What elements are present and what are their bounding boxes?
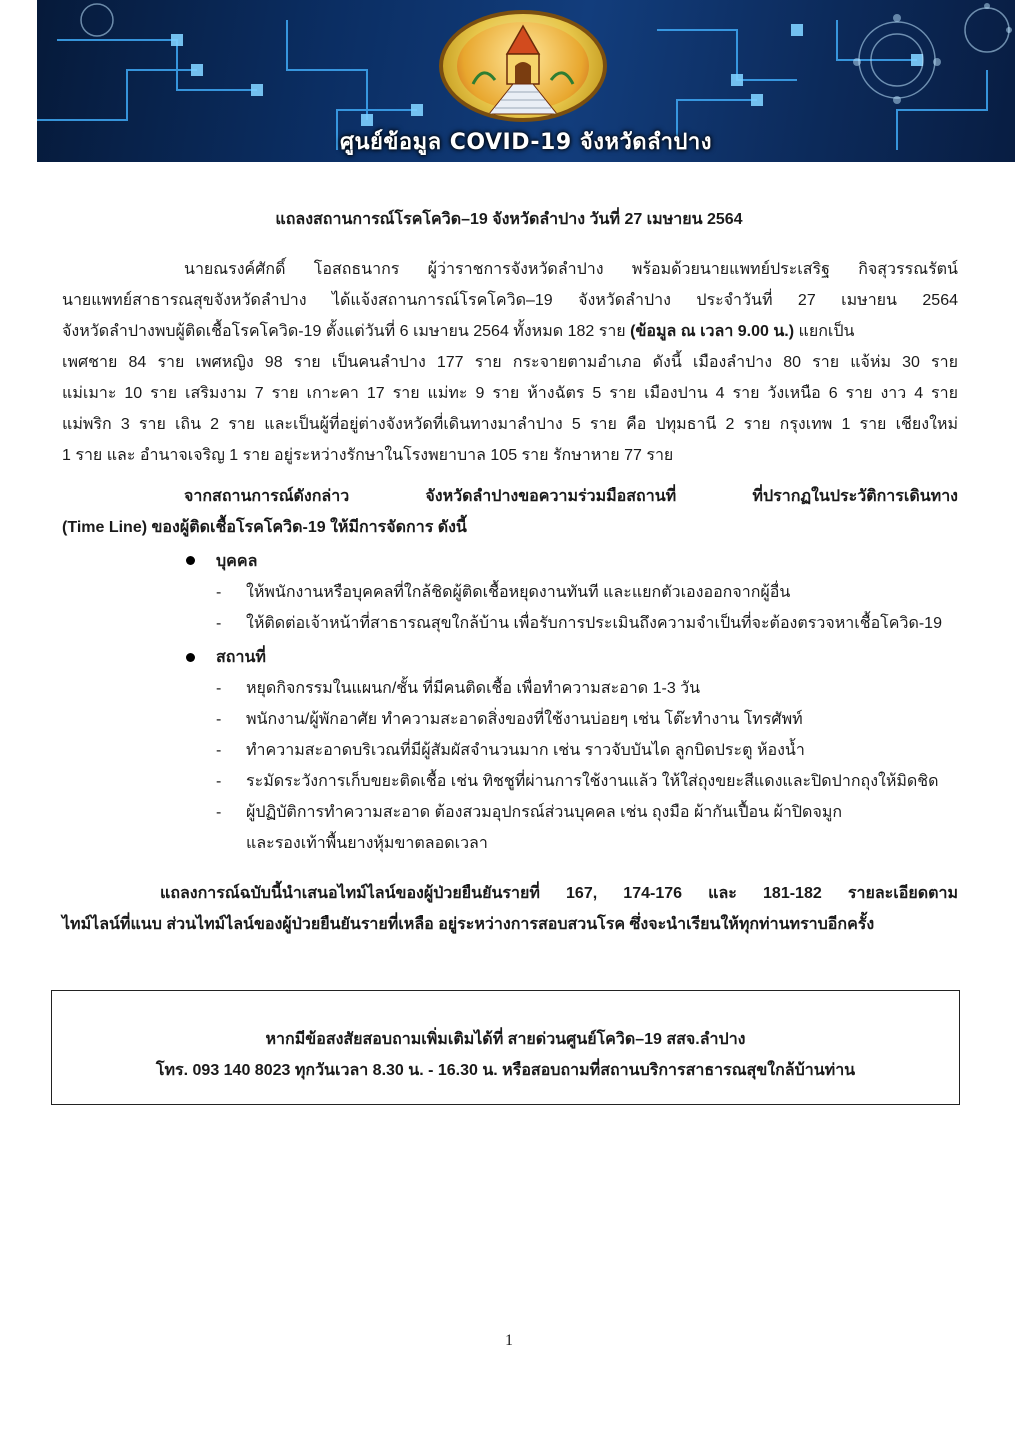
lampang-province-seal-icon <box>439 10 607 122</box>
document-title: แถลงสถานการณ์โรคโควิด–19 จังหวัดลำปาง วันที่ 27 เมษายน 2564 <box>275 211 743 228</box>
paragraph1-line2: นายแพทย์สาธารณสุขจังหวัดลำปาง ได้แจ้งสถานการณ์โรคโควิด–19 จังหวัดลำปาง ประจำวันที่ 27 เมษายน 2564 <box>62 292 958 309</box>
paragraph1-line6: แม่พริก 3 ราย เถิน 2 ราย และเป็นผู้ที่อยู่ต่างจังหวัดที่เดินทางมาลำปาง 5 ราย คือ ปทุมธานี 2 ราย กรุงเทพ 1 ราย เชียงใหม่ <box>62 416 958 433</box>
data-timestamp: (ข้อมูล ณ เวลา 9.00 น.) <box>630 323 795 340</box>
paragraph1-line1: นายณรงค์ศักดิ์ โอสถธนากร ผู้ว่าราชการจังหวัดลำปาง พร้อมด้วยนายแพทย์ประเสริฐ กิจสุวรรณรัตน์ <box>184 261 958 278</box>
list-item: พนักงาน/ผู้พักอาศัย ทำความสะอาดสิ่งของที่ใช้งานบ่อยๆ เช่น โต๊ะทำงาน โทรศัพท์ <box>246 711 803 728</box>
paragraph1-line4: เพศชาย 84 ราย เพศหญิง 98 ราย เป็นคนลำปาง 177 ราย กระจายตามอำเภอ ดังนี้ เมืองลำปาง 80 ราย แจ้ห่ม 30 ราย <box>62 354 958 371</box>
dash-marker: - <box>216 742 222 759</box>
header-banner <box>37 0 1015 162</box>
list-item: ทำความสะอาดบริเวณที่มีผู้สัมผัสจำนวนมาก เช่น ราวจับบันได ลูกบิดประตู ห้องน้ำ <box>246 742 805 759</box>
paragraph2-line2: (Time Line) ของผู้ติดเชื้อโรคโควิด-19 ให้มีการจัดการ ดังนี้ <box>62 519 467 536</box>
paragraph1-line5: แม่เมาะ 10 ราย เสริมงาม 7 ราย เกาะคา 17 ราย แม่ทะ 9 ราย ห้างฉัตร 5 ราย เมืองปาน 4 ราย วังเหนือ 6 ราย งาว 4 ราย <box>62 385 958 402</box>
dash-marker: - <box>216 680 222 697</box>
dash-marker: - <box>216 584 222 601</box>
dash-marker: - <box>216 711 222 728</box>
notice-hotline-line: โทร. 093 140 8023 ทุกวันเวลา 8.30 น. - 16.30 น. หรือสอบถามที่สถานบริการสาธารณสุขใกล้บ้านท่าน <box>155 1062 856 1079</box>
bullet-dot-icon <box>186 653 195 662</box>
list-item: ผู้ปฏิบัติการทำความสะอาด ต้องสวมอุปกรณ์ส่วนบุคคล เช่น ถุงมือ ผ้ากันเปื้อน ผ้าปิดจมูก <box>246 804 843 821</box>
paragraph2-line1: จากสถานการณ์ดังกล่าว จังหวัดลำปางขอความร่วมมือสถานที่ ที่ปรากฏในประวัติการเดินทาง <box>184 488 958 505</box>
dash-marker: - <box>216 615 222 632</box>
list-item: ระมัดระวังการเก็บขยะติดเชื้อ เช่น ทิชชูที่ผ่านการใช้งานแล้ว ให้ใส่ถุงขยะสีแดงและปิดปากถุงให้มิดชิด <box>246 773 939 790</box>
list-item-continuation: และรองเท้าพื้นยางหุ้มขาตลอดเวลา <box>246 835 488 852</box>
case-total-text: จังหวัดลำปางพบผู้ติดเชื้อโรคโควิด-19 ตั้งแต่วันที่ 6 เมษายน 2564 ทั้งหมด 182 ราย <box>62 323 626 340</box>
paragraph1-line7: 1 ราย และ อำนาจเจริญ 1 ราย อยู่ระหว่างรักษาในโรงพยาบาล 105 ราย รักษาหาย 77 ราย <box>62 447 674 464</box>
paragraph1-line3 <box>62 322 958 342</box>
contact-notice-box <box>51 990 960 1105</box>
section-heading-persons: บุคคล <box>216 553 258 570</box>
paragraph3-line1: แถลงการณ์ฉบับนี้นำเสนอไทม์ไลน์ของผู้ป่วยยืนยันรายที่ 167, 174-176 และ 181-182 รายละเอียดตาม <box>160 885 958 902</box>
section-heading-places: สถานที่ <box>216 649 266 666</box>
page-number: 1 <box>505 1332 513 1349</box>
list-item: หยุดกิจกรรมในแผนก/ชั้น ที่มีคนติดเชื้อ เพื่อทำความสะอาด 1-3 วัน <box>246 680 701 697</box>
banner-title: ศูนย์ข้อมูล COVID-19 จังหวัดลำปาง <box>339 130 712 155</box>
bullet-dot-icon <box>186 556 195 565</box>
dash-marker: - <box>216 773 222 790</box>
notice-line1: หากมีข้อสงสัยสอบถามเพิ่มเติมได้ที่ สายด่วนศูนย์โควิด–19 สสจ.ลำปาง <box>265 1031 746 1048</box>
dash-marker: - <box>216 804 222 821</box>
list-item: ให้พนักงานหรือบุคคลที่ใกล้ชิดผู้ติดเชื้อหยุดงานทันที และแยกตัวเองออกจากผู้อื่น <box>246 584 791 601</box>
paragraph1-line3-end: แยกเป็น <box>798 323 855 340</box>
list-item: ให้ติดต่อเจ้าหน้าที่สาธารณสุขใกล้บ้าน เพื่อรับการประเมินถึงความจำเป็นที่จะต้องตรวจหาเชื้อโควิด-19 <box>246 615 942 632</box>
paragraph3-line2: ไทม์ไลน์ที่แนบ ส่วนไทม์ไลน์ของผู้ป่วยยืนยันรายที่เหลือ อยู่ระหว่างการสอบสวนโรค ซึ่งจะนำเรียนให้ทุกท่านทราบอีกครั้ง <box>62 916 875 933</box>
